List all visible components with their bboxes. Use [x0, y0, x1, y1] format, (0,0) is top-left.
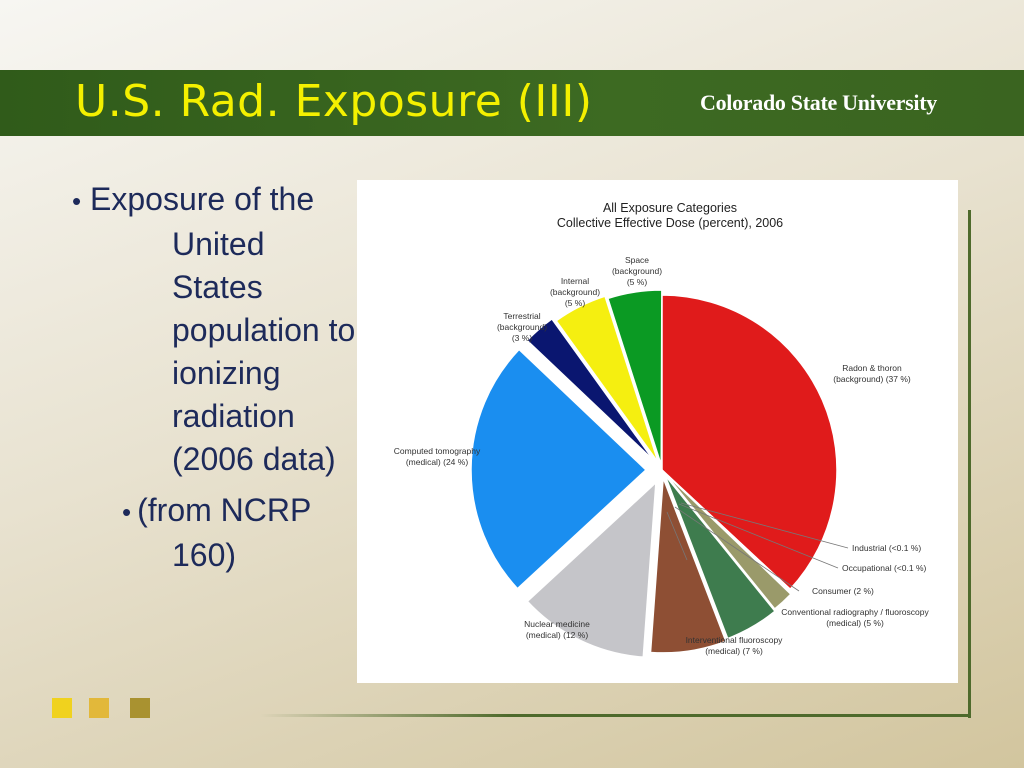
- slice-label: Conventional radiography / fluoroscopy (medical) (5 %): [781, 607, 929, 628]
- chart-title: All Exposure Categories: [602, 201, 738, 215]
- sub-bullet-item: [72, 489, 362, 577]
- slice-label: Consumer (2 %): [812, 586, 874, 596]
- slice-label: Occupational (<0.1 %): [842, 563, 927, 573]
- bullet-glyph: •: [122, 497, 132, 527]
- slice-label: Radon & thoron (background) (37 %): [833, 363, 911, 384]
- slice-label: Internal (background) (5 %): [549, 276, 601, 308]
- slide-title: U.S. Rad. Exposure (III): [75, 76, 593, 127]
- decor-square: [52, 698, 72, 718]
- bullet-text: Exposure of the United States population to ionizing radiation (2006 data): [90, 181, 356, 477]
- slice-label: Industrial (<0.1 %): [852, 543, 922, 553]
- chart-panel: [357, 180, 958, 683]
- bullet-list: [72, 178, 362, 577]
- chart-frame-horizontal: [260, 714, 971, 717]
- sub-bullet-text: (from NCRP 160): [137, 492, 311, 573]
- slice-label: Nuclear medicine (medical) (12 %): [524, 619, 590, 640]
- pie-chart: [357, 180, 958, 683]
- decor-square: [130, 698, 150, 718]
- slice-label: Space (background) (5 %): [611, 255, 663, 287]
- bullet-item: [72, 178, 362, 481]
- slice-label: Interventional fluoroscopy (medical) (7 %): [685, 635, 783, 656]
- chart-subtitle: Collective Effective Dose (percent), 2006: [556, 216, 784, 230]
- decor-square: [89, 698, 109, 718]
- slice-label: Computed tomography (medical) (24 %): [393, 446, 481, 467]
- chart-frame-vertical: [968, 210, 971, 718]
- slice-label: Terrestrial (background) (3 %): [496, 311, 548, 343]
- bullet-glyph: •: [72, 186, 82, 216]
- university-logo: Colorado State University: [700, 90, 937, 115]
